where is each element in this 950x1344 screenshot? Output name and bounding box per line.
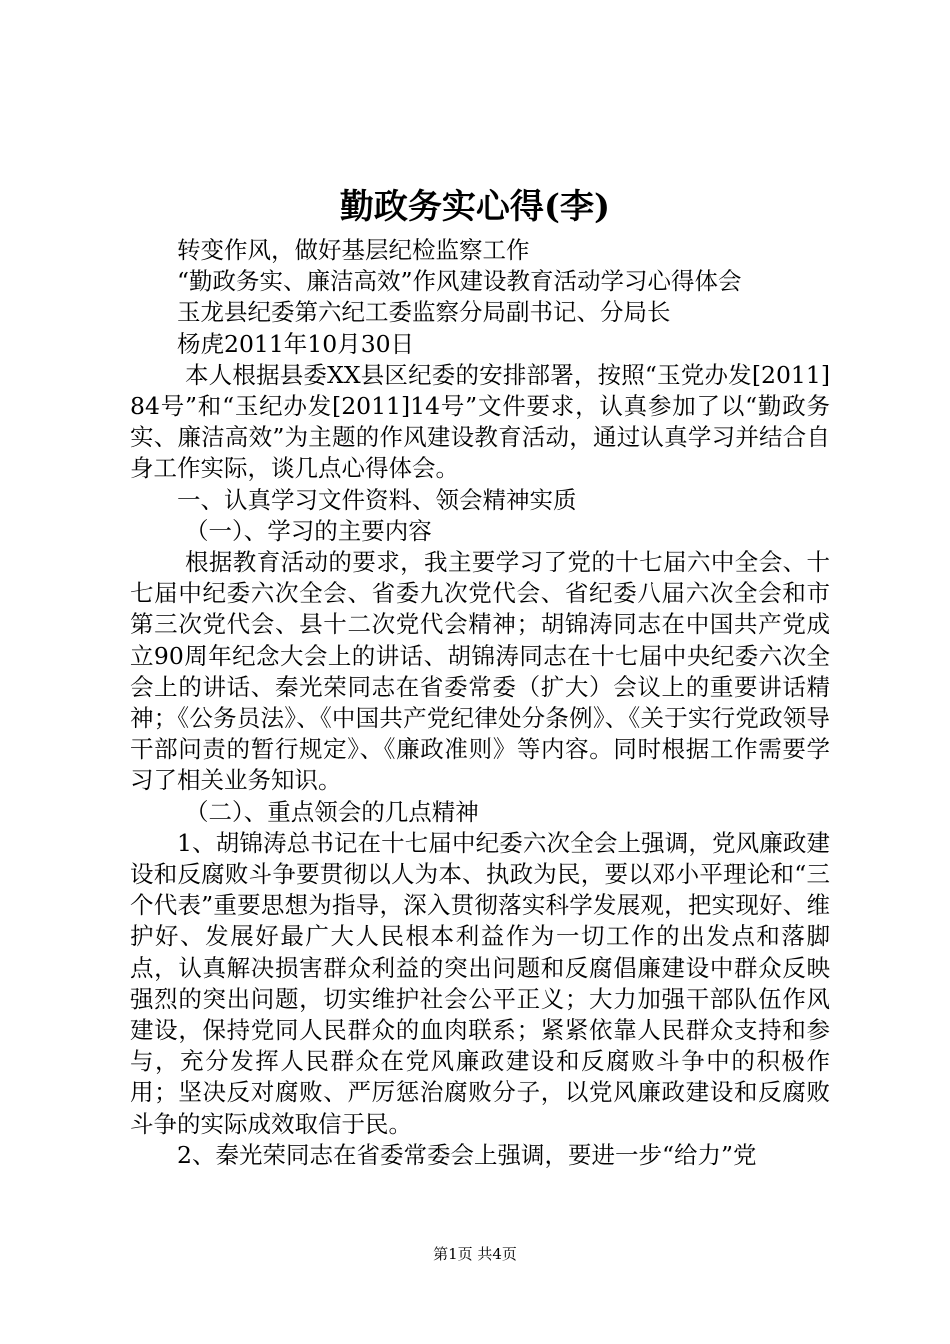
paragraph-point-1: 1、胡锦涛总书记在十七届中纪委六次全会上强调，党风廉政建设和反腐败斗争要贯彻以人为本、执政为民，要以邓小平理论和“三个代表”重要思想为指导，深入贯彻落实科学发展观，把实现好、维护好、发展好最广大人民根本利益作为一切工作的出发点和落脚点，认真解决损害群众利益的突出问题和反腐倡廉建设中群众反映强烈的突出问题，切实维护社会公平正义；大力加强干部队伍作风建设，保持党同人民群众的血肉联系；紧紧依靠人民群众支持和参与，充分发挥人民群众在党风廉政建设和反腐败斗争中的积极作用；坚决反对腐败、严厉惩治腐败分子，以党风廉政建设和反腐败斗争的实际成效取信于民。 [130,828,830,1138]
document-body [130,235,830,1171]
paragraph-subsection-1: （一）、学习的主要内容 [185,516,432,545]
paragraph-point-2: 2、秦光荣同志在省委常委会上强调，要进一步“给力”党 [177,1140,757,1169]
paragraph-intro: 本人根据县委XX县区纪委的安排部署，按照“玉党办发[2011]84号”和“玉纪办发[2011]14号”文件要求，认真参加了以“勤政务实、廉洁高效”为主题的作风建设教育活动，通过认真学习并结合自身工作实际，谈几点心得体会。 [130,360,830,483]
paragraph-author-date: 杨虎2011年10月30日 [177,329,415,358]
page-footer: 第1页 共4页 [433,1245,517,1263]
paragraph-heading-1: 转变作风，做好基层纪检监察工作 [177,236,530,264]
paragraph-section-1: 一、认真学习文件资料、领会精神实质 [177,485,577,514]
paragraph-author-title: 玉龙县纪委第六纪工委监察分局副书记、分局长 [177,298,671,327]
paragraph-subsection-2: （二）、重点领会的几点精神 [185,797,479,826]
paragraph-study-content: 根据教育活动的要求，我主要学习了党的十七届六中全会、十七届中纪委六次全会、省委九次党代会、省纪委八届六次全会和市第三次党代会、县十二次党代会精神；胡锦涛同志在中国共产党成立90周年纪念大会上的讲话、胡锦涛同志在十七届中央纪委六次全会上的讲话、秦光荣同志在省委常委（扩大）会议上的重要讲话精神；《公务员法》、《中国共产党纪律处分条例》、《关于实行党政领导干部问责的暂行规定》、《廉政准则》等内容。同时根据工作需要学习了相关业务知识。 [130,548,830,795]
paragraph-heading-2: “勤政务实、廉洁高效”作风建设教育活动学习心得体会 [177,267,742,296]
document-title: 勤政务实心得(李) [339,187,611,227]
